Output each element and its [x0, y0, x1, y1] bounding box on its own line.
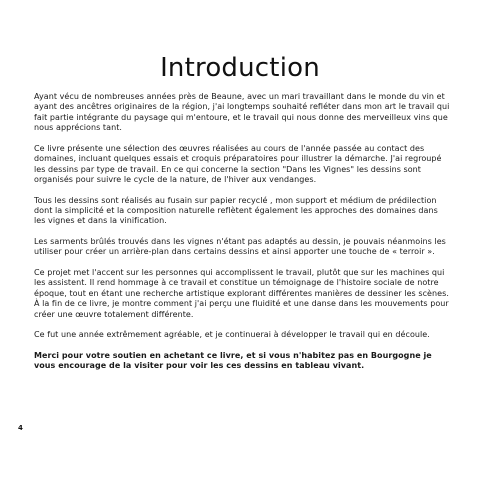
introduction-body: [34, 92, 450, 382]
paragraph-intro-beaune: Ayant vécu de nombreuses années près de Beaune, avec un mari travaillant dans le monde du vin et ayant des ancêtres originaires de la région, j'ai longtemps souhaité refléter dans mon art le travail qui fait partie intégrante du paysage qui m'entoure, et le travail qui nous donne des merveilleux vins que nous apprécions tant.: [34, 92, 450, 133]
paragraph-project-focus: Ce projet met l'accent sur les personnes qui accomplissent le travail, plutôt que sur les machines qui les assistent. Il rend hommage à ce travail et constitue un témoignage de l'histoire sociale de notre époque, tout en étant une recherche artistique explorant différentes manières de dessiner les scènes. À la fin de ce livre, je montre comment j'ai perçu une fluidité et une danse dans les mouvements pour créer une œuvre totalement différente.: [34, 268, 449, 319]
paragraph-thank-you: Merci pour votre soutien en achetant ce livre, et si vous n'habitez pas en Bourgogne je vous encourage de la visiter pour voir les ces dessins en tableau vivant.: [34, 350, 432, 371]
paragraph-book-selection: Ce livre présente une sélection des œuvres réalisées au cours de l'année passée au contact des domaines, incluant quelques essais et croquis préparatoires pour illustrer la démarche. J'ai regroupé les dessins par type de travail. En ce qui concerne la section "Dans les Vignes" les dessins sont organisés pour suivre le cycle de la nature, de l'hiver aux vendanges.: [34, 143, 442, 185]
paragraph-burnt-vine-shoots: Les sarments brûlés trouvés dans les vignes n'étant pas adaptés au dessin, je pouvais néanmoins les utiliser pour créer un arrière-plan dans certains dessins et ainsi apporter une touche de « terroir ».: [34, 237, 446, 257]
paragraph-charcoal-drawings: Tous les dessins sont réalisés au fusain sur papier recyclé , mon support et médium de prédilection dont la simplicité et la composition naturelle reflètent également les approches des domaines dans les vignes et dans la vinification.: [34, 195, 438, 226]
paragraph-pleasant-year: Ce fut une année extrêmement agréable, et je continuerai à développer le travail qui en découle.: [34, 330, 430, 340]
page-number: 4: [18, 424, 23, 432]
page-title: Introduction: [160, 53, 320, 84]
